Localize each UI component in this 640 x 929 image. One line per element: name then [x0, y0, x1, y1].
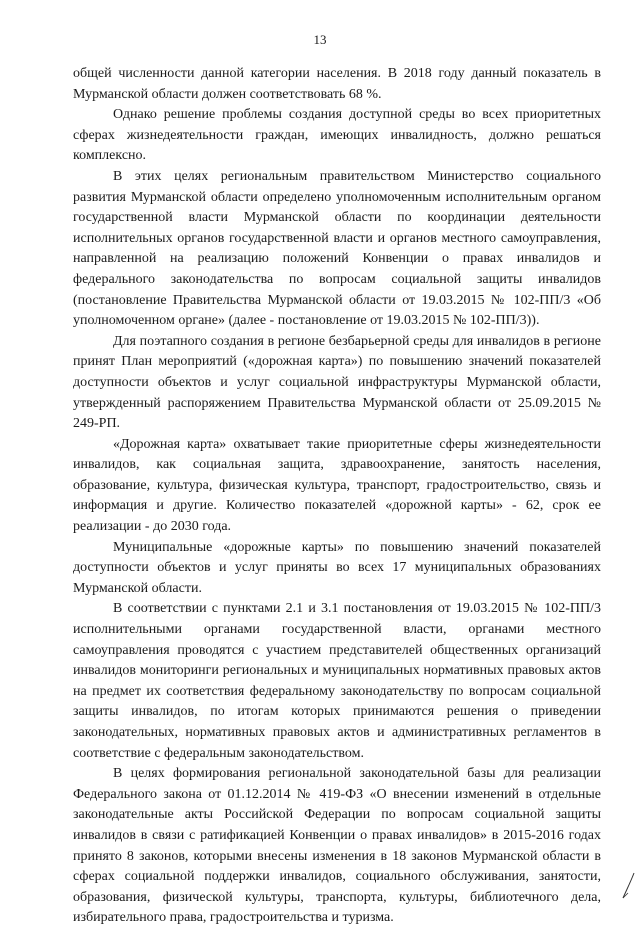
paragraph-4: Для поэтапного создания в регионе безбарьерной среды для инвалидов в регионе принят План мероприятий («дорожная карта») по повышению значений показателей доступности объектов и услуг социальной инфраструктуры Мурманской области, утвержденный распоряжением Правительства Мурманской области от 25.09.2015 № 249-РП. — [73, 333, 601, 432]
paragraph-3: В этих целях региональным правительством Министерство социального развития Мурманской области определено уполномоченным исполнительным органом государственной власти Мурманской области по координации деятельности исполнительных органов государственной власти и органов местного самоуправления, направленной на реализацию положений Конвенции о правах инвалидов и федерального законодательства по вопросам социальной защиты инвалидов (постановление Правительства Мурманской области от 19.03.2015 № 102-ПП/3 «Об уполномоченном органе» (далее - постановление от 19.03.2015 № 102-ПП/3)). — [73, 168, 601, 329]
body-text — [73, 64, 601, 929]
paragraph-2: Однако решение проблемы создания доступной среды во всех приоритетных сферах жизнедеятельности граждан, имеющих инвалидность, должно решаться комплексно. — [73, 107, 601, 164]
paragraph-7: В соответствии с пунктами 2.1 и 3.1 постановления от 19.03.2015 № 102-ПП/3 исполнительными органами государственной власти, органами местного самоуправления проводятся с участием представителей общественных организаций инвалидов мониторинги региональных и муниципальных нормативных правовых актов на предмет их соответствия федеральному законодательству по вопросам социальной защиты инвалидов, по итогам которых принимаются решения о приведении законодательных, нормативных правовых актов и административных регламентов в соответствие с федеральным законодательством. — [73, 601, 601, 761]
pen-mark-icon — [620, 871, 636, 901]
paragraph-8: В целях формирования региональной законодательной базы для реализации Федерального закона от 01.12.2014 № 419-ФЗ «О внесении изменений в отдельные законодательные акты Российской Федерации по вопросам социальной защиты инвалидов в связи с ратификацией Конвенции о правах инвалидов» в 2015-2016 годах принято 8 законов, которыми внесены изменения в 18 законов Мурманской области в сферах социальной поддержки инвалидов, социального обслуживания, занятости, образования, физической культуры, транспорта, культуры, библиотечного дела, избирательного права, градостроительства и туризма. — [73, 766, 601, 926]
paragraph-6: Муниципальные «дорожные карты» по повышению значений показателей доступности объектов и услуг приняты во всех 17 муниципальных образованиях Мурманской области. — [73, 539, 601, 596]
paragraph-1: общей численности данной категории населения. В 2018 году данный показатель в Мурманской области должен соответствовать 68 %. — [73, 66, 601, 102]
paragraph-5: «Дорожная карта» охватывает такие приоритетные сферы жизнедеятельности инвалидов, как социальная защита, здравоохранение, занятость населения, образование, культура, физическая культура, транспорт, градостроительство, связь и информация и другие. Количество показателей «дорожной карты» - 62, срок ее реализации - до 2030 года. — [73, 436, 601, 535]
page-number: 13 — [313, 32, 327, 47]
